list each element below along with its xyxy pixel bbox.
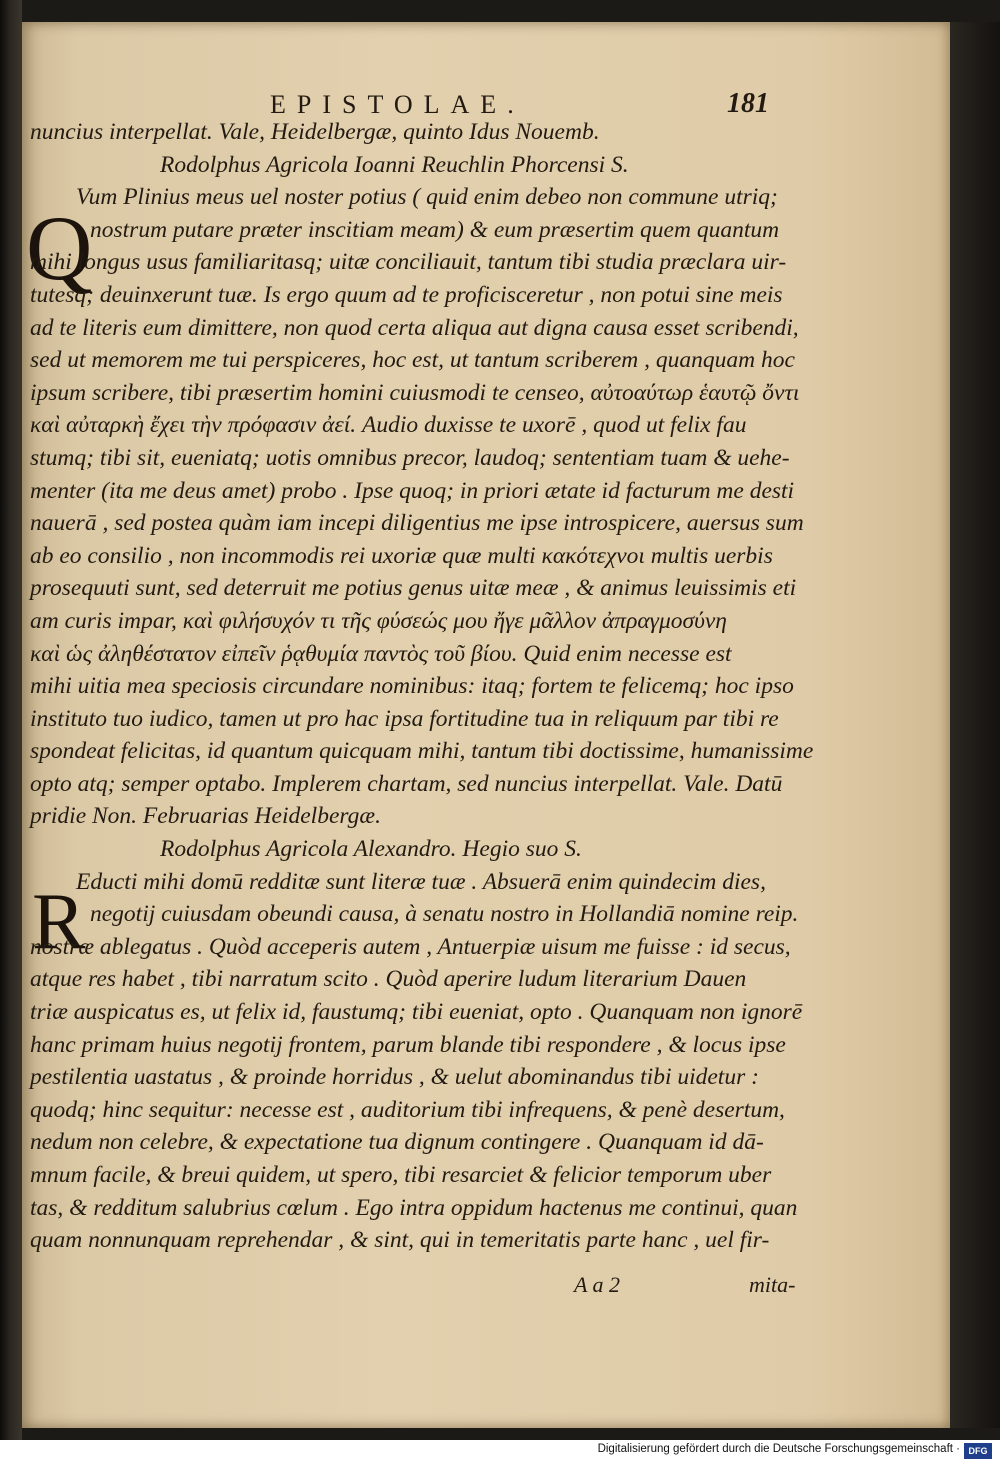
- drop-cap-q: Q: [26, 197, 93, 299]
- text-line: sed ut memorem me tui perspiceres, hoc est, ut tantum scriberem , quanquam hoc: [30, 347, 795, 374]
- text-line: prosequuti sunt, sed deterruit me potius genus uitæ meæ , & animus leuissimis eti: [30, 575, 797, 602]
- dfg-logo-icon: DFG: [964, 1443, 992, 1459]
- text-line: καὶ αὐταρκὴ ἔχει τὴν πρόφασιν ἀεί. Audio duxisse te uxorē , quod ut felix fau: [30, 412, 747, 439]
- text-line: menter (ita me deus amet) probo . Ipse quoq; in priori ætate id facturum me desti: [30, 477, 795, 504]
- text-line: mnum facile, & breui quidem, ut spero, tibi resarciet & felicior temporum uber: [30, 1162, 772, 1188]
- text-line: nauerā , sed postea quàm iam incepi diligentius me ipse introspicere, auersus sum: [30, 510, 804, 537]
- text-line: triæ auspicatus es, ut felix id, faustumq; tibi eueniat, opto . Quanquam non ignorē: [30, 999, 803, 1026]
- book-fore-edge-shadow: [950, 22, 1000, 1428]
- text-line: pestilentia uastatus , & proinde horridus , & uelut abominandus tibi uidetur :: [30, 1064, 759, 1091]
- text-line: nuncius interpellat. Vale, Heidelbergæ, quinto Idus Nouemb.: [30, 119, 600, 145]
- text-line: Vum Plinius meus uel noster potius ( quid enim debeo non commune utriq;: [76, 184, 778, 211]
- letter-heading: Rodolphus Agricola Ioanni Reuchlin Phorcensi S.: [160, 151, 629, 178]
- text-line: ab eo consilio , non incommodis rei uxoriæ quæ multi κακότεχνοι multis uerbis: [30, 542, 773, 569]
- text-line: pridie Non. Februarias Heidelbergæ.: [30, 803, 381, 830]
- text-line: καὶ ὡς ἀληθέστατον εἰπεῖν ῥᾳθυμία παντὸς τοῦ βίου. Quid enim necesse est: [30, 640, 732, 667]
- text-line: quodq; hinc sequitur: necesse est , auditorium tibi infrequens, & penè desertum,: [30, 1096, 785, 1123]
- text-line: tas, & redditum salubrius cœlum . Ego intra oppidum hactenus me continui, quan: [30, 1194, 798, 1221]
- text-line: nostræ ablegatus . Quòd acceperis autem , Antuerpiæ uisum me fuisse : id secus,: [30, 933, 791, 960]
- text-line: spondeat felicitas, id quantum quicquam mihi, tantum tibi doctissime, humanissime: [30, 738, 814, 765]
- funding-credit: Digitalisierung gefördert durch die Deutsche Forschungsgemeinschaft ·: [597, 1443, 960, 1455]
- text-line: stumq; tibi sit, eueniatq; uotis omnibus precor, laudoq; sententiam tuam & uehe-: [30, 444, 790, 471]
- text-line: mihi longus usus familiaritasq; uitæ conciliauit, tantum tibi studia præclara uir-: [30, 249, 787, 276]
- drop-cap-r: R: [32, 878, 86, 966]
- running-title: EPISTOLAE.: [270, 90, 525, 119]
- text-line: atque res habet , tibi narratum scito . Quòd aperire ludum literarium Dauen: [30, 966, 747, 993]
- text-line: Educti mihi domū redditæ sunt literæ tuæ . Absuerā enim quindecim dies,: [76, 868, 766, 895]
- text-line: am curis impar, καὶ φιλήσυχόν τι τῆς φύσεώς μου ἤγε μᾶλλον ἀπραγμοσύνη: [30, 607, 727, 634]
- text-line: instituto tuo iudico, tamen ut pro hac ipsa fortitudine tua in reliquum par tibi re: [30, 705, 779, 732]
- book-spine-shadow: [0, 0, 22, 1440]
- text-line: tutesq; deuinxerunt tuæ. Is ergo quum ad te proficisceretur , non potui sine meis: [30, 281, 783, 308]
- body-text: [30, 116, 814, 1257]
- signature-mark: A a 2: [574, 1272, 621, 1297]
- book-page: [22, 22, 950, 1428]
- text-line: ipsum scribere, tibi præsertim homini cuiusmodi te censeo, αὐτοαύτωρ ἑαυτῷ ὄντι: [30, 379, 800, 406]
- page-number: 181: [727, 88, 769, 119]
- text-line: hanc primam huius negotij frontem, parum blande tibi respondere , & locus ipse: [30, 1031, 786, 1058]
- text-line: opto atq; semper optabo. Implerem chartam, sed nuncius interpellat. Vale. Datū: [30, 770, 783, 797]
- footer-bar: [0, 1440, 1000, 1464]
- text-line: ad te literis eum dimittere, non quod certa aliqua aut digna causa esset scribendi,: [30, 314, 799, 341]
- text-line: negotij cuiusdam obeundi causa, à senatu nostro in Hollandiā nomine reip.: [90, 901, 799, 928]
- text-line: nedum non celebre, & expectatione tua dignum contingere . Quanquam id dā-: [30, 1129, 764, 1156]
- catchword: mita-: [749, 1272, 796, 1297]
- text-line: quam nonnunquam reprehendar , & sint, qui in temeritatis parte hanc , uel fir-: [30, 1227, 770, 1254]
- text-line: nostrum putare præter inscitiam meam) & eum præsertim quem quantum: [90, 216, 780, 243]
- letter-heading: Rodolphus Agricola Alexandro. Hegio suo S.: [160, 836, 582, 863]
- text-line: mihi uitia mea speciosis circundare nominibus: itaq; fortem te felicemq; hoc ipso: [30, 673, 794, 700]
